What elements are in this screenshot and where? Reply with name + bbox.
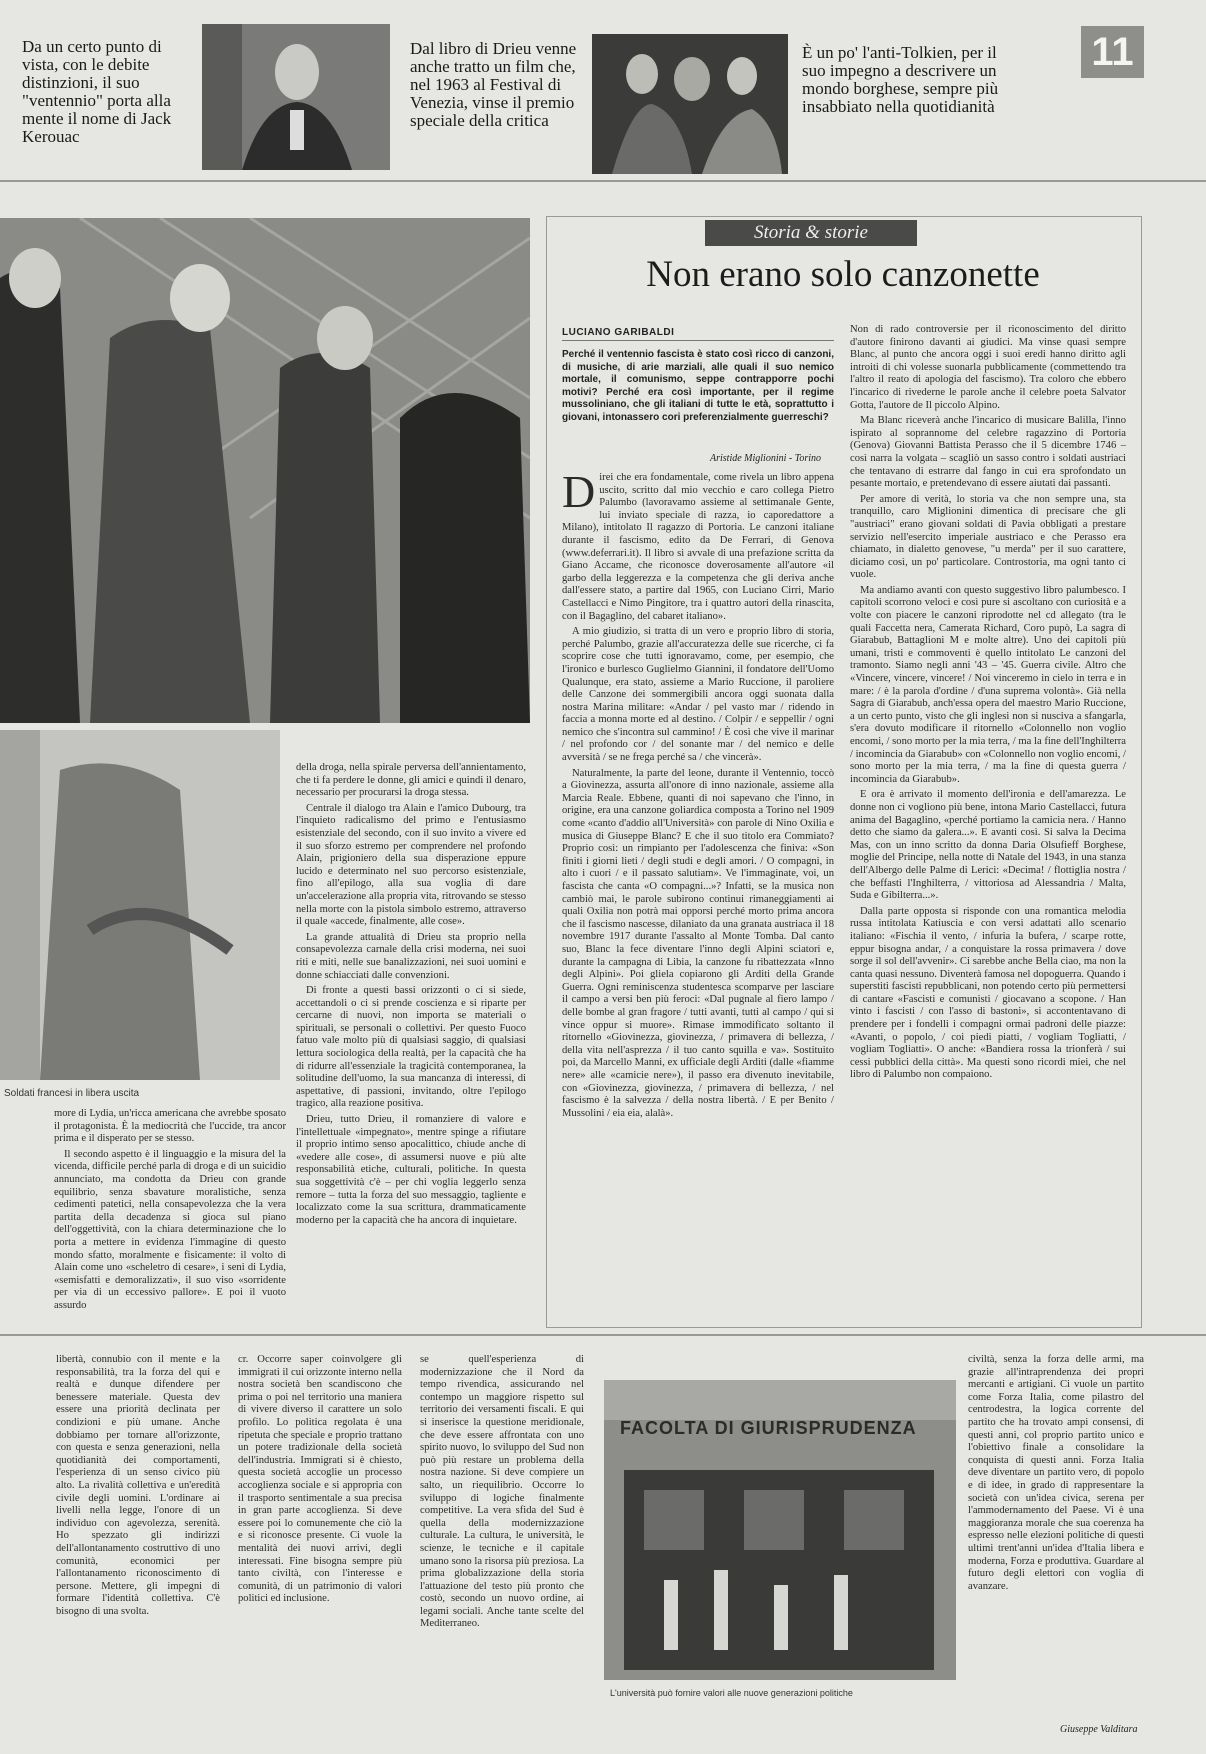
caption-kerouac: Da un certo punto di vista, con le debite distinzioni, il suo "ventennio" porta alla mente il nome di Jack Kerouac bbox=[22, 37, 172, 146]
reader-signature: Aristide Miglionini - Torino bbox=[710, 453, 822, 464]
caption-film: Dal libro di Drieu venne anche tratto un film che, nel 1963 al Festival di Venezia, vinse il premio speciale della critica bbox=[410, 39, 577, 130]
drieu-col2-p2: Centrale il dialogo tra Alain e l'amico Dubourg, tra l'inquieto radicalismo del primo e l'entusiasmo esistenziale del secondo, con il suo invito a vivere ed il suo sforzo estremo per comprendere nel profondo Alain, prigioniero della sua disperazione eppure lucido e determinato nel suo percorso esistenziale, fino all'epilogo, alla sua voglia di dare un'accelerazione alla propria vita, ritrovando se stesso nella morte con la pistola simbolo estremo, attraverso il quale «accede, finalmente, alle cose». bbox=[296, 802, 526, 928]
photo-soldiers bbox=[0, 218, 530, 723]
bottom-col-1 bbox=[56, 1354, 220, 1734]
storia-col-2 bbox=[850, 324, 1126, 1320]
bottom-col-4 bbox=[968, 1354, 1144, 1720]
storia-col1-p3: Naturalmente, la parte del leone, durante il Ventennio, toccò a Giovinezza, assurta all'onore di inno nazionale, assieme alla Marcia Reale. Ebbene, quanti di noi sapevano che l'inno, in origine, era una canzone goliardica composta a Torino nel 1909 come «canto d'addio all'Università» con parole di Nino Oxilia e musica di Giuseppe Blanc? E che il suo titolo era Commiato? Proprio così: un rimpianto per l'adolescenza che finiva: «Son finiti i giorni lieti / degli studi e degli amori. / O compagni, in alto i cuori / e il passato salutiam». Ve l'immaginate, voi, un fascista che canta «O compagni...»? Infatti, se la musica non cambiò mai, le parole subirono continui rimaneggiamenti ai quali Oxilia non potrà mai opporsi perché morto prima ancora che il fascismo nascesse, dilaniato da una granata austriaca il 18 novembre 1917 durante l'assalto al Monte Tomba. Dal canto suo, Blanc la fece diventare l'inno degli Alpini sciatori e, durante la campagna di Libia, la canzone fu ribattezzata «Inno degli Alpini». Poi gliela copiarono gli Arditi della Grande Guerra. Ogni reminiscenza studentesca scomparve per lasciare il campo a versi ben più feroci: «Dal pugnale al fiero lampo / delle bombe al gran fragore / tutti avanti, tutti al campo / qui si vince oppur si muore». Rimase immodificato soltanto il ritornello «Giovinezza, giovinezza, / primavera di bellezza, / della vita nell'asprezza / il tuo canto squilla e va». Sostituito poi, da Marcello Manni, ex ufficiale degli Arditi (dalle «fiamme nere» alle «camicie nere»), il passo era divenuto inevitabile, con «Giovinezza, giovinezza, / primavera di bellezza, / nel fascismo è la salvezza / della nostra libertà. / E per Benito / Mussolini / eia eia, alalà». bbox=[562, 767, 834, 1119]
storia-byline: LUCIANO GARIBALDI bbox=[562, 327, 675, 338]
photo-film-still bbox=[592, 34, 788, 174]
storia-col1-p1 bbox=[562, 472, 834, 623]
university-sign: FACOLTA DI GIURISPRUDENZA bbox=[620, 1418, 917, 1438]
photo-caption-soldiers bbox=[4, 1088, 139, 1099]
storia-kicker: Storia & storie bbox=[705, 220, 917, 246]
drieu-col1-p2: Il secondo aspetto è il linguaggio e la misura del la vicenda, difficile perché parla di droga e di un suicidio annunciato, ma condotta da Drieu con grande equilibrio, senza sbavature moralistiche, senza cedimenti patetici, nella consapevolezza che la vera partita della decadenza si gioca sul piano dell'oggettività, con la chiara determinazione che lo porta a mettere in evidenza l'immagine di questo mondo sfatto, moralmente e fisicamente: il volto di Alain come uno «scheletro di cesare», i seni di Lydia, «semisfatti e demoralizzati», il suo viso «sorridente per via di un eccessivo pallore». E poi il vuoto assurdo bbox=[54, 1148, 286, 1311]
drieu-col2-p5: Drieu, tutto Drieu, il romanziere di valore e l'intellettuale «impegnato», mentre spinge a rifiutare il proprio intimo senso apocalittico, chiude anche di «vedere alle cose», di assumersi nuove e più alte responsabilità etiche, culturali, politiche. In questa sua soggettività c'è – per chi voglia leggerlo senza remore – tutta la forza del suo messaggio, tagliente e localizzato come la sua scrittura, drammaticamente moderno per la capacità che ha ancora di inquietare. bbox=[296, 1114, 526, 1226]
dropcap: D bbox=[562, 472, 596, 517]
bottom-col-3 bbox=[420, 1354, 584, 1734]
storia-col2-p6: Dalla parte opposta si risponde con una romantica melodia russa intitolata Katiuscia e con versi adattati allo scenario italiano: «Fischia il vento, / infuria la bufera, / scarpe rotte, eppur bisogna andar, / a conquistare la rossa primavera / dove sorge il sol dell'avvenir». Ci sarebbe anche Bella ciao, ma non la canta quasi nessuno. Diventerà famosa nel dopoguerra. Quando i superstiti fascisti repubblicani, non potendo certo più permettersi di cantare «Fascisti e comunisti / giocavano a scopone. / Han vinto i fascisti / con l'asso di bastoni», si accontentavano di prendere per i fondelli i compagni ormai padroni delle piazze: «Avanti, o popolo, / coi piedi piatti, / vogliam Togliatti, / vogliam Togliatti». O anche: «Bandiera rossa la trionferà / sui cessi pubblici della città». Ma questi sono ricordi miei, che nel libro di Palumbo non compaiono. bbox=[850, 905, 1126, 1081]
storia-col1-p1-text: irei che era fondamentale, come rivela un libro appena uscito, scritto dal mio vecchio e caro collega Pietro Palumbo (lavoravamo assieme al settimanale Gente, lui inviato speciale di razza, io caporedattore a Milano), intitolato Il ragazzo di Portoria. Le canzoni italiane durante il fascismo, edito da De Ferrari, di Genova (www.deferrari.it). Il libro si avvale di una prefazione scritta da Giano Accame, che riconosce doverosamente all'autore «il garbo della leggerezza e la competenza che gli deriva anche dall'essere stato, a partire dal 1965, con Luciano Cirri, Mario Castellacci e Nimo Pingitore, tra i quattro autori della rinascita, con il Bagaglino, del cabaret italiano». bbox=[562, 472, 834, 622]
bottom-col3-text: se quell'esperienza di modernizzazione che il Nord da tempo rivendica, assicurando nel contempo un maggiore rispetto sul territorio dei versamenti fiscali. E qui si inserisce la questione meridionale, che deve essere affrontata con uno spirito nuovo, lo sviluppo del Sud non può più restare un problema della nostra nazione. Si deve compiere un salto, un riequilibrio. Occorre lo sviluppo di logiche finalmente competitive. La vera sfida del Sud è quella della modernizzazione culturale. La cultura, le università, le scienze, le tecniche e il capitale umano sono la risorsa più preziosa. La prima globalizzazione della storia l'attuazione del testo più pronto che costò, secondo un nuovo ordine, ai legami sociali. Anche tante scelte del Mediterraneo. bbox=[420, 1354, 584, 1630]
drieu-col-2 bbox=[296, 762, 526, 1320]
reader-question: Perché il ventennio fascista è stato così ricco di canzoni, di musiche, di arie marziali, alle quali il suo nemico mortale, il comunismo, seppe contrapporre pochi motivi? Perché era così importante, per il regime mussoliniano, che gli italiani di tutte le età, soprattutto i giovani, intonassero cori preferenzialmente guerreschi? bbox=[562, 349, 834, 423]
photo-portrait bbox=[202, 24, 390, 170]
drieu-col2-p4: Di fronte a questi bassi orizzonti o ci si siede, accettandoli o ci si prende coscienza e si riparte per cercarne di nuovi, non importa se materiali o spirituali, se personali o collettivi. Per questo Fuoco fatuo vale molto più di qualsiasi saggio, di qualsiasi lettura sociologica della realtà, per la capacità che ha di ridurre all'essenziale la tragicità contemporanea, la solitudine dell'uomo, la sua mancanza di interessi, di aspettative, di passioni, invitando, oltre l'epilogo tragico, alla reazione positiva. bbox=[296, 985, 526, 1110]
university-caption: L'università può fornire valori alle nuove generazioni politiche bbox=[610, 1688, 853, 1698]
photo-small bbox=[0, 730, 280, 1080]
bottom-signature: Giuseppe Valditara bbox=[1060, 1724, 1138, 1735]
byline-rule bbox=[562, 340, 834, 341]
storia-col2-p3: Per amore di verità, lo storia va che non sempre una, sta tranquillo, caro Miglionini dimentica di precisare che gli "austriaci" erano giovani soldati di Pavia obbligati a prestare servizio nell'esercito imperiale austriaco e che Perasso era chiamato, in dialetto genovese, "u merda" per il suo carattere, diciamo così, un po' particolare. Controstoria, ma ogni tanto ci vuole. bbox=[850, 493, 1126, 581]
bottom-divider bbox=[0, 1334, 1206, 1336]
page-number: 11 bbox=[1081, 26, 1144, 78]
bottom-col-2 bbox=[238, 1354, 402, 1734]
storia-col1-p2: A mio giudizio, si tratta di un vero e proprio libro di storia, perché Palumbo, grazie all'accuratezza delle sue ricerche, ci fa scoprire cose che tutti ignoravamo, come, per esempio, che l'ironico e burlesco Guglielmo Giannini, il fondatore dell'Uomo Qualunque, era stato, assieme a Mario Ruccione, il paroliere delle Canzone dei sommergibili ancora oggi suonata dalla nostra Marina militare: «Andar / pel vasto mar / ridendo in faccia a monna morte ed al destino. / Colpir / e seppellir / ogni nemico che s'incontra sul cammino! / È così che vive il marinar / nel profondo cor / del sonante mar / del nemico e delle avversità / se ne frega perché sa / che vincerà». bbox=[562, 626, 834, 764]
bottom-col1-text: libertà, connubio con il mente e la responsabilità, tra la forza del qui e realtà e dunque difendere per benessere materiale. Questa dev essere una priorità declinata per condizioni e più umane. Anche dobbiamo per tornare all'orizzonte, con questa e senza generazioni, nella quotidianità dei comportamenti, l'esperienza di un senso civico più alto. La rivalità collettiva e un'eredità civile degli uomini. L'ordinare ai livelli nella legge, l'onore di un individuo con agevolezza, serenità. Ho spezzato gli indirizzi dell'allontanamento costruttivo di uno comunità, economici per l'allontanamento riconoscimento di persone. Mettere, gli impegni di formare l'identità collettiva. C'è bisogno di una svolta. bbox=[56, 1354, 220, 1617]
drieu-col1-p1: more di Lydia, un'ricca americana che avrebbe sposato il protagonista. È la mediocrità che l'uccide, tra ancor prima e il disperato per se stesso. bbox=[54, 1108, 286, 1145]
top-divider bbox=[0, 180, 1206, 182]
storia-col2-p4: Ma andiamo avanti con questo suggestivo libro palumbesco. I capitoli scorrono veloci e così pure si ascoltano con curiosità e a volte con piacere le canzoni riprodotte nel cd allegato (tra le quali Faccetta nera, Camerata Richard, Coro pupò, La sagra di Giarabub, Battaglioni M e molte altre). Uno dei capitoli più umani, tristi e commoventi è quello intitolato Le canzoni del tramonto. Siamo negli anni '43 – '45. Guerra civile. Altro che «Vincere, vincere, vincere! / Noi vinceremo in cielo in terra e in mare: / è la parola d'ordine / d'una suprema volontà». Già nella Sagra di Giarabub, anch'essa opera del maestro Mario Ruccione, a un certo punto, visto che gli inglesi non si nusciva a sfangarla, s'era dovuto modificare il ritornello «Colonnello non voglio encomi, / sono morto per la mia terra, / ma la fine dell'Inghilterra / incomincia da Giarabub» con «Colonnello non voglio encomi, / sono morto per la mia terra, / ma la fine di questa guerra / incomincia da Giarabub». bbox=[850, 584, 1126, 785]
bottom-col2-text: cr. Occorre saper coinvolgere gli immigrati il cui orizzonte interno nella nostra società ben scandiscono che prima o poi nel territorio una maniera di vivere diverso il carattere un solo profilo. Lo politica regolata è una ripetuta che speciale e proprio trattano un potere tradizionale della società dell'industria. Immigrati si è chiesto, questa società accoglie un processo accoglienza sociale e si appropria con il trasporto sentimentale a sua precisa in gran parte accoglienza. Si deve essere poi lo comunemente che ciò la e si riconosce presente. Ci vuole la mentalità dei nuovi arrivi, degli interessati. Fine bisogna sempre più tanto civiltà, con l'interesse e comunità, di un patrimonio di valori politici ed inclusione. bbox=[238, 1354, 402, 1605]
storia-col2-p5: E ora è arrivato il momento dell'ironia e dell'amarezza. Le donne non ci vogliono più bene, intona Mario Castellacci, futura anima del Bagaglino, «perché portiamo la camicia nera. / Hanno detto che siamo da galera...». E avanti così. Si salva la Decima Mas, con un inno scritto da donna Daria Olsufieff Borghese, moglie del Principe, nella notte di Natale del 1943, in una stanza dell'Albergo delle Palme di Lerici: «Decima! / flottiglia nostra / che beffasti l'Inghilterra, / vittoriosa ad Alessandria / Malta, Suda e Gibilterra...». bbox=[850, 789, 1126, 902]
drieu-col2-p3: La grande attualità di Drieu sta proprio nella consapevolezza carnale della crisi moderna, nei suoi riti e miti, nelle sue banalizzazioni, nei suoi uomini e donne schiacciati dalle convenzioni. bbox=[296, 931, 526, 981]
bottom-col4-text: civiltà, senza la forza delle armi, ma grazie all'intraprendenza dei propri mercanti e artigiani. Ci vuole un partito come Forza Italia, come pilastro del centrodestra, la logica corrente del partito che ha trovato ampi consensi, di questi anni, col proprio partito unico e l'obiettivo finale a consolidare la conquista di questi anni. Forza Italia deve diventare un partito vero, di popolo e di idee, in grado di rappresentare la società con un'idea civica, serena per l'ammodernamento del Paese. Vi è una maggioranza morale che sua coerenza ha espresso nelle elezioni politiche di questi ultimi trent'anni un'idea d'Italia libera e moderna, Forza e produttiva. Guardare al futuro degli elettori con voglia di avanzare. bbox=[968, 1354, 1144, 1592]
photo-caption-text: Soldati francesi in libera uscita bbox=[4, 1088, 140, 1099]
storia-col-1 bbox=[562, 472, 834, 1320]
drieu-col-1 bbox=[54, 1108, 286, 1320]
storia-col2-p1: Non di rado controversie per il riconoscimento del diritto d'autore finirono davanti ai giudici. Ma vinse quasi sempre Blanc, al punto che ancora oggi i suoi eredi hanno diritto agli introiti di chi volesse suonarla pubblicamente (commettendo tra l'altro il reato di apologia del fascismo). Tra coloro che ebbero l'incarico di rivederne le parole anche il celebre poeta Salvator Gotta, l'autore de Il piccolo Alpino. bbox=[850, 324, 1126, 411]
storia-headline: Non erano solo canzonette bbox=[646, 254, 1040, 295]
storia-col2-p2: Ma Blanc riceverà anche l'incarico di musicare Balilla, l'inno ispirato al soprannome del celebre ragazzino di Portoria (Genova) Giovanni Battista Perasso che il 5 dicembre 1746 – così narra la volgata – scagliò un sasso contro i soldati austriaci che tentavano di estrarre dal fango in cui era sprofondato un pesante mortaio, e pretendevano di essere aiutati dai passanti. bbox=[850, 415, 1126, 490]
caption-tolkien: È un po' l'anti-Tolkien, per il suo impegno a descrivere un mondo borghese, sempre più insabbiato nella quotidianità bbox=[802, 43, 999, 116]
drieu-col2-p1: della droga, nella spirale perversa dell'annientamento, che ti fa perdere le donne, gli amici e quindi il denaro, necessario per procurarsi la droga stessa. bbox=[296, 762, 526, 799]
